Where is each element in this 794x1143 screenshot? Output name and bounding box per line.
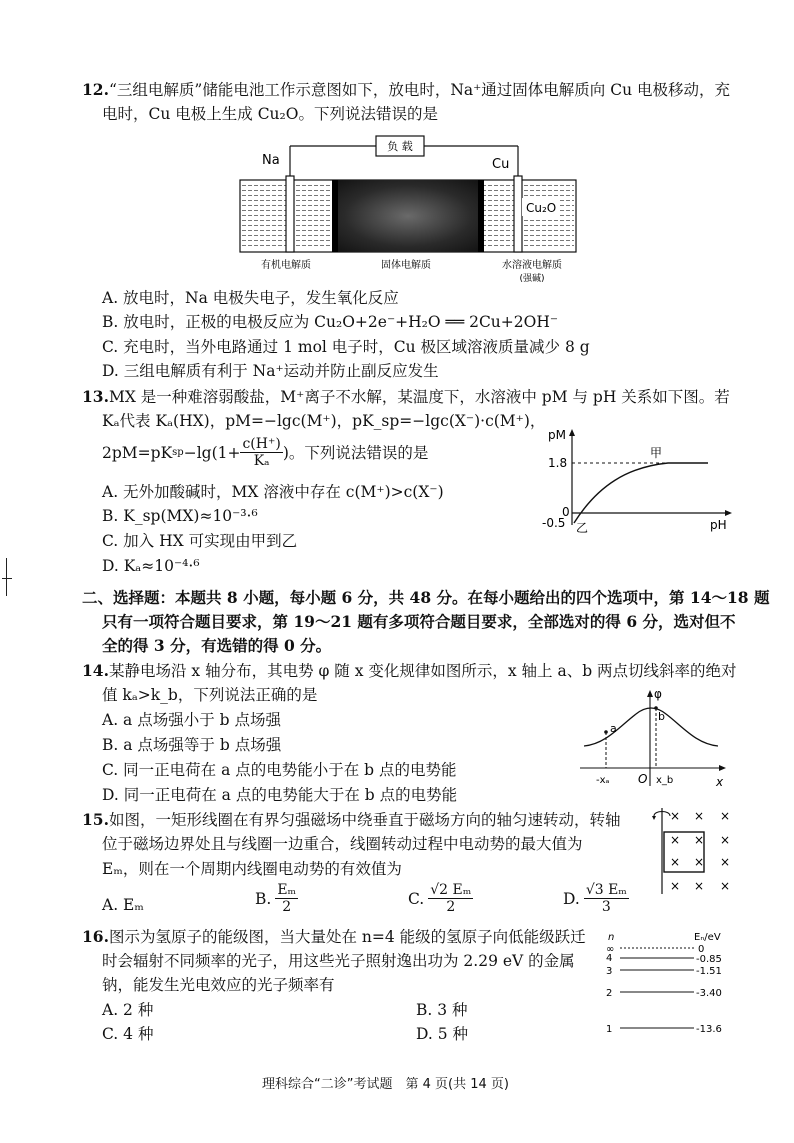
level-e-header: Eₙ/eV bbox=[694, 932, 721, 943]
q14-option-a: A. a 点场强小于 b 点场强 bbox=[102, 711, 281, 729]
q13-option-c: C. 加入 HX 可实现由甲到乙 bbox=[102, 532, 298, 550]
q14-option-d: D. 同一正电荷在 a 点的电势能大于在 b 点的电势能 bbox=[102, 786, 458, 804]
level-inf-n: ∞ bbox=[606, 944, 615, 955]
q15-option-d: D. $\frac{\text{√3 Eₘ}}{3}$ bbox=[563, 882, 627, 915]
potential-graph bbox=[576, 686, 732, 800]
q14-number: 14. bbox=[82, 661, 109, 680]
svg-text:×: × bbox=[694, 833, 705, 847]
label-xa: -xₐ bbox=[596, 775, 610, 786]
level-2-e: -3.40 bbox=[696, 988, 722, 999]
q15-line3: Eₘ，则在一个周期内线圈电动势的有效值为 bbox=[102, 860, 402, 878]
q13-line1 bbox=[82, 387, 730, 407]
q15-stem-1: 如图，一矩形线圈在有界匀强磁场中绕垂直于磁场方向的轴匀速转动，转轴 bbox=[108, 811, 621, 829]
q15-d-fraction: $\frac{\text{√3 Eₘ}}{3}$ bbox=[585, 882, 627, 915]
q12-line1 bbox=[82, 80, 730, 100]
svg-text:×: × bbox=[694, 809, 705, 823]
page-footer: 理科综合“二诊”考试题 第 4 页(共 14 页) bbox=[262, 1077, 509, 1092]
label-xb: x_b bbox=[656, 775, 674, 786]
q13-fraction: $\frac{c(H^+)}{\text{Kₐ}}$ bbox=[242, 436, 281, 469]
q16-option-a: A. 2 种 bbox=[102, 1001, 154, 1019]
q12-stem-1: “三组电解质”储能电池工作示意图如下，放电时，Na⁺通过固体电解质向 Cu 电极移动，充 bbox=[108, 81, 731, 99]
axis-phi: φ bbox=[654, 687, 662, 701]
q12-line2: 电时，Cu 电极上生成 Cu₂O。下列说法错误的是 bbox=[102, 105, 438, 123]
q15-option-b: B. $\frac{\text{Eₘ}}{2}$ bbox=[255, 882, 297, 915]
axis-x: x bbox=[716, 775, 724, 789]
q13-stem-1: MX 是一种难溶弱酸盐，M⁺离子不水解，某温度下，水溶液中 pM 与 pH 关系如下图。若 bbox=[108, 388, 730, 406]
na-label: Na bbox=[262, 153, 280, 168]
binding-mark-tick bbox=[2, 578, 12, 579]
tick-0: 0 bbox=[562, 505, 570, 519]
svg-text:×: × bbox=[670, 879, 681, 893]
svg-text:×: × bbox=[670, 833, 681, 847]
level-3-e: -1.51 bbox=[696, 966, 722, 977]
q16-line2: 时会辐射不同频率的光子，用这些光子照射逸出功为 2.29 eV 的金属 bbox=[102, 952, 575, 970]
point-yi: 乙 bbox=[576, 521, 589, 535]
q14-option-c: C. 同一正电荷在 a 点的电势能小于在 b 点的电势能 bbox=[102, 761, 457, 779]
q16-option-b: B. 3 种 bbox=[416, 1001, 468, 1019]
svg-text:×: × bbox=[670, 809, 681, 823]
svg-text:×: × bbox=[720, 809, 731, 823]
cu-label: Cu bbox=[492, 157, 510, 172]
aqueous-label: 水溶液电解质 bbox=[502, 260, 562, 271]
q13-number: 13. bbox=[82, 387, 109, 406]
q16-option-c: C. 4 种 bbox=[102, 1025, 154, 1043]
axis-pm: pM bbox=[548, 428, 566, 442]
tick-neg0.5: -0.5 bbox=[542, 516, 566, 530]
point-jia: 甲 bbox=[650, 446, 663, 460]
coil-field-diagram bbox=[648, 806, 738, 896]
q14-line1 bbox=[82, 661, 737, 681]
pm-curve bbox=[574, 463, 708, 523]
svg-text:×: × bbox=[720, 855, 731, 869]
level-3-n: 3 bbox=[606, 966, 613, 977]
q14-option-b: B. a 点场强等于 b 点场强 bbox=[102, 736, 282, 754]
section2-line3: 全的得 3 分，有选错的得 0 分。 bbox=[102, 636, 332, 655]
load-label: 负 载 bbox=[387, 140, 413, 153]
cu-electrode bbox=[514, 176, 522, 252]
aqueous-label-2: (强碱) bbox=[519, 274, 545, 284]
svg-text:×: × bbox=[720, 879, 731, 893]
q13-option-b: B. K_sp(MX)≈10⁻³·⁶ bbox=[102, 507, 258, 525]
organic-label: 有机电解质 bbox=[261, 260, 311, 271]
tick-1.8: 1.8 bbox=[548, 456, 568, 470]
point-a: a bbox=[610, 722, 617, 735]
solid-electrolyte bbox=[332, 180, 484, 252]
battery-diagram bbox=[236, 128, 596, 286]
q16-number: 16. bbox=[82, 927, 109, 946]
q13-eq-pre: 2pM=pK bbox=[102, 443, 173, 462]
q16-stem-1: 图示为氢原子的能级图，当大量处在 n=4 能级的氢原子向低能级跃迁 bbox=[108, 928, 586, 946]
q13-line2: Kₐ代表 Kₐ(HX)，pM=−lgc(M⁺)，pK_sp=−lgc(X⁻)·c(M⁺)， bbox=[102, 412, 546, 430]
q14-line2: 值 kₐ>k_b，下列说法正确的是 bbox=[102, 686, 318, 704]
q15-b-fraction: $\frac{\text{Eₘ}}{2}$ bbox=[277, 882, 297, 915]
pm-ph-graph bbox=[538, 425, 738, 535]
q15-option-a: A. Eₘ bbox=[102, 896, 144, 914]
binding-mark bbox=[6, 558, 7, 596]
svg-text:×: × bbox=[694, 879, 705, 893]
axis-ph: pH bbox=[710, 518, 727, 532]
q12-option-b: B. 放电时，正极的电极反应为 Cu₂O+2e⁻+H₂O ══ 2Cu+2OH⁻ bbox=[102, 313, 559, 331]
svg-text:×: × bbox=[670, 855, 681, 869]
q15-c-fraction: $\frac{\text{√2 Eₘ}}{2}$ bbox=[430, 882, 472, 915]
q14-stem-1: 某静电场沿 x 轴分布，其电势 φ 随 x 变化规律如图所示，x 轴上 a、b 两点切线斜率的绝对 bbox=[108, 662, 737, 680]
svg-text:×: × bbox=[694, 855, 705, 869]
q15-line1 bbox=[82, 810, 620, 830]
q15-number: 15. bbox=[82, 810, 109, 829]
q16-option-d: D. 5 种 bbox=[416, 1025, 469, 1043]
q16-line1 bbox=[82, 927, 586, 947]
q16-line3: 钠，能发生光电效应的光子频率有 bbox=[102, 976, 335, 994]
level-2-n: 2 bbox=[606, 988, 613, 999]
point-b: b bbox=[658, 710, 665, 723]
q13-option-d: D. Kₐ≈10⁻⁴·⁶ bbox=[102, 557, 200, 575]
solid-label: 固体电解质 bbox=[381, 260, 431, 271]
level-inf-e: 0 bbox=[698, 944, 705, 955]
field-crosses bbox=[670, 809, 730, 893]
q12-option-a: A. 放电时，Na 电极失电子，发生氧化反应 bbox=[102, 289, 399, 307]
q12-number: 12. bbox=[82, 80, 109, 99]
q13-eq-post: )。下列说法错误的是 bbox=[282, 443, 429, 462]
q13-eq-mid: −lg(1+ bbox=[183, 443, 241, 462]
na-electrode bbox=[286, 176, 294, 252]
section2-line1: 二、选择题：本题共 8 小题，每小题 6 分，共 48 分。在每小题给出的四个选项中，第 14～18 题 bbox=[82, 588, 770, 607]
cu2o-label: Cu₂O bbox=[526, 201, 557, 215]
potential-curve bbox=[584, 708, 718, 746]
q15-option-c: C. $\frac{\text{√2 Eₘ}}{2}$ bbox=[408, 882, 472, 915]
q13-eq-sub: sp bbox=[172, 446, 184, 458]
level-1-n: 1 bbox=[606, 1024, 613, 1035]
origin-o: O bbox=[638, 772, 648, 786]
q12-option-c: C. 充电时，当外电路通过 1 mol 电子时，Cu 极区域溶液质量减少 8 g bbox=[102, 338, 590, 356]
energy-level-diagram bbox=[598, 928, 738, 1040]
q13-option-a: A. 无外加酸碱时，MX 溶液中存在 c(M⁺)>c(X⁻) bbox=[102, 483, 444, 501]
level-n-header: n bbox=[608, 932, 615, 943]
level-4-e: -0.85 bbox=[696, 954, 722, 965]
q13-line3 bbox=[102, 436, 428, 469]
level-1-e: -13.6 bbox=[696, 1024, 722, 1035]
q15-line2: 位于磁场边界处且与线圈一边重合，线圈转动过程中电动势的最大值为 bbox=[102, 835, 583, 853]
section2-line2: 只有一项符合题目要求，第 19～21 题有多项符合题目要求，全部选对的得 6 分，选对但不 bbox=[102, 612, 736, 631]
q12-option-d: D. 三组电解质有利于 Na⁺运动并防止副反应发生 bbox=[102, 362, 439, 380]
svg-text:×: × bbox=[720, 833, 731, 847]
level-4-n: 4 bbox=[606, 953, 613, 964]
